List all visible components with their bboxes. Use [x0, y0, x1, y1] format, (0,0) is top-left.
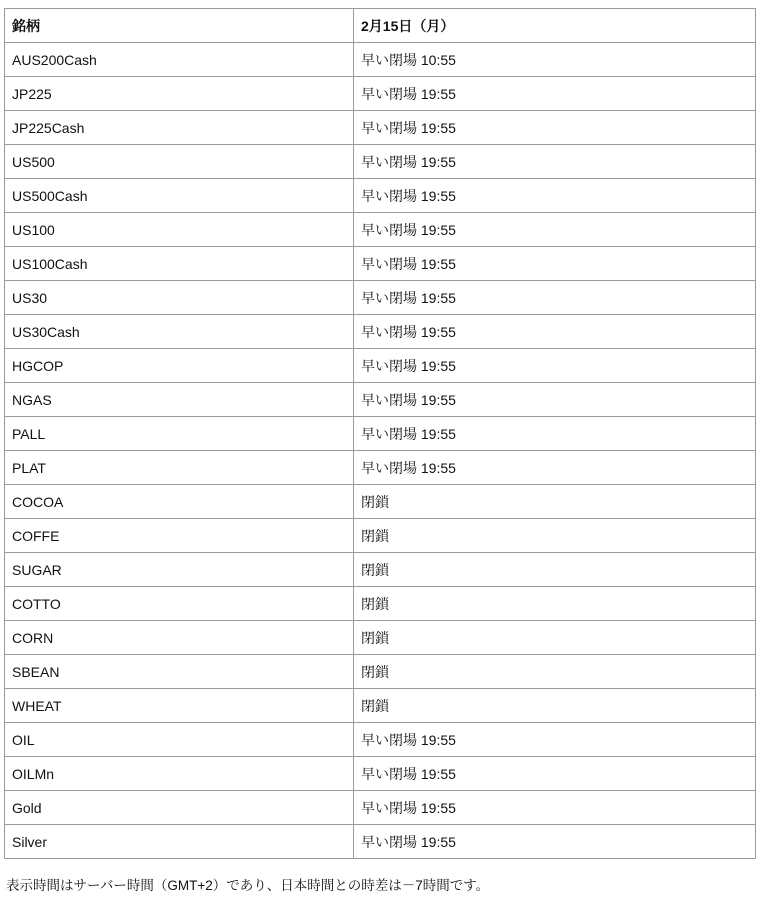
- status-cell: 早い閉場 19:55: [354, 315, 756, 349]
- status-cell: 閉鎖: [354, 553, 756, 587]
- symbol-cell: US500: [5, 145, 354, 179]
- table-row: [5, 383, 756, 417]
- status-cell: 早い閉場 19:55: [354, 281, 756, 315]
- symbol-cell: OILMn: [5, 757, 354, 791]
- status-cell: 閉鎖: [354, 689, 756, 723]
- symbol-cell: AUS200Cash: [5, 43, 354, 77]
- table-row: [5, 621, 756, 655]
- table-row: [5, 417, 756, 451]
- status-cell: 早い閉場 19:55: [354, 723, 756, 757]
- status-cell: 早い閉場 19:55: [354, 145, 756, 179]
- symbol-cell: US30: [5, 281, 354, 315]
- symbol-cell: HGCOP: [5, 349, 354, 383]
- table-row: [5, 655, 756, 689]
- table-row: [5, 349, 756, 383]
- status-cell: 閉鎖: [354, 621, 756, 655]
- timezone-footnote: 表示時間はサーバー時間（GMT+2）であり、日本時間との時差は－7時間です。: [6, 878, 490, 893]
- symbol-cell: OIL: [5, 723, 354, 757]
- status-cell: 早い閉場 19:55: [354, 111, 756, 145]
- table-row: [5, 553, 756, 587]
- table-row: [5, 281, 756, 315]
- status-cell: 早い閉場 10:55: [354, 43, 756, 77]
- symbol-cell: US500Cash: [5, 179, 354, 213]
- symbol-cell: CORN: [5, 621, 354, 655]
- status-cell: 早い閉場 19:55: [354, 825, 756, 859]
- status-cell: 早い閉場 19:55: [354, 791, 756, 825]
- status-cell: 閉鎖: [354, 485, 756, 519]
- table-row: [5, 791, 756, 825]
- table-header: [5, 9, 756, 43]
- table-row: [5, 485, 756, 519]
- table-row: [5, 451, 756, 485]
- symbol-column-header: 銘柄: [5, 9, 354, 43]
- status-cell: 早い閉場 19:55: [354, 247, 756, 281]
- symbol-cell: Gold: [5, 791, 354, 825]
- status-cell: 早い閉場 19:55: [354, 179, 756, 213]
- symbol-cell: SUGAR: [5, 553, 354, 587]
- table-row: [5, 111, 756, 145]
- status-cell: 早い閉場 19:55: [354, 757, 756, 791]
- symbol-cell: PLAT: [5, 451, 354, 485]
- table-row: [5, 757, 756, 791]
- table-row: [5, 315, 756, 349]
- header-row: [5, 9, 756, 43]
- status-cell: 早い閉場 19:55: [354, 383, 756, 417]
- table-body: [5, 43, 756, 859]
- table-row: [5, 179, 756, 213]
- symbol-cell: COTTO: [5, 587, 354, 621]
- table-row: [5, 723, 756, 757]
- symbol-cell: COCOA: [5, 485, 354, 519]
- status-cell: 早い閉場 19:55: [354, 417, 756, 451]
- trading-schedule-table: [4, 8, 756, 859]
- table-row: [5, 213, 756, 247]
- table-row: [5, 587, 756, 621]
- symbol-cell: SBEAN: [5, 655, 354, 689]
- symbol-cell: NGAS: [5, 383, 354, 417]
- symbol-cell: JP225Cash: [5, 111, 354, 145]
- status-cell: 早い閉場 19:55: [354, 349, 756, 383]
- symbol-cell: US30Cash: [5, 315, 354, 349]
- date-column-header: 2月15日（月）: [354, 9, 756, 43]
- table-row: [5, 77, 756, 111]
- symbol-cell: JP225: [5, 77, 354, 111]
- status-cell: 閉鎖: [354, 655, 756, 689]
- symbol-cell: WHEAT: [5, 689, 354, 723]
- symbol-cell: PALL: [5, 417, 354, 451]
- table-row: [5, 519, 756, 553]
- status-cell: 早い閉場 19:55: [354, 213, 756, 247]
- table-row: [5, 145, 756, 179]
- table-row: [5, 689, 756, 723]
- status-cell: 早い閉場 19:55: [354, 451, 756, 485]
- table-row: [5, 43, 756, 77]
- status-cell: 閉鎖: [354, 519, 756, 553]
- symbol-cell: US100Cash: [5, 247, 354, 281]
- table-row: [5, 825, 756, 859]
- status-cell: 早い閉場 19:55: [354, 77, 756, 111]
- status-cell: 閉鎖: [354, 587, 756, 621]
- symbol-cell: Silver: [5, 825, 354, 859]
- table-row: [5, 247, 756, 281]
- symbol-cell: COFFE: [5, 519, 354, 553]
- symbol-cell: US100: [5, 213, 354, 247]
